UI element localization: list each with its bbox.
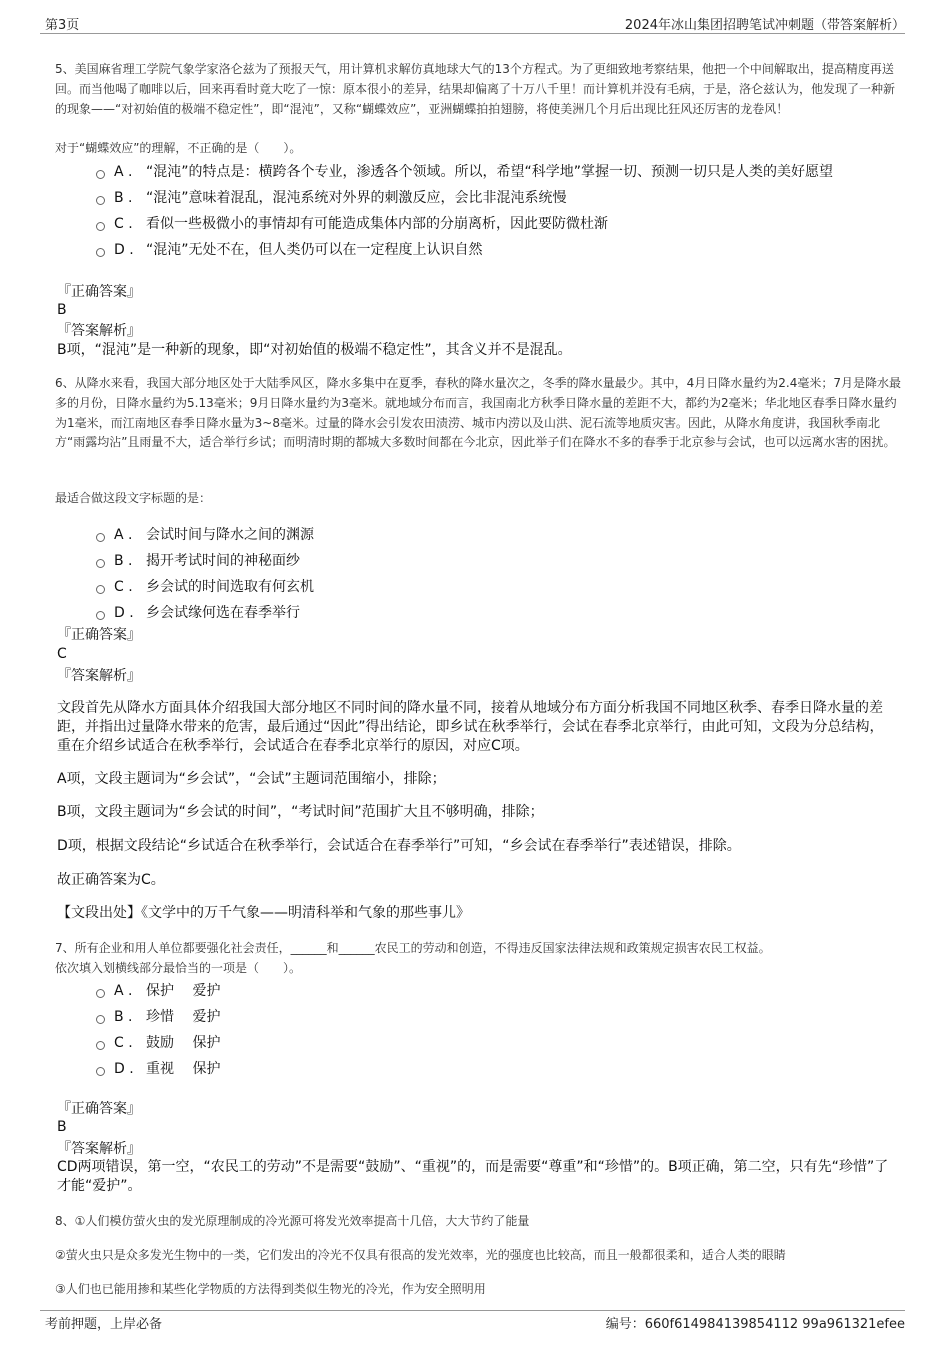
question-6-option-d[interactable] <box>96 604 300 622</box>
option-text: 珍惜 爱护 <box>146 1009 221 1025</box>
source-citation: 【文段出处】《文学中的万千气象——明清科举和气象的那些事儿》 <box>57 905 470 921</box>
analysis-text: CD两项错误，第一空，“农民工的劳动”不是需要“鼓励”、“重视”的，而是需要“尊重”和“珍惜”的。B项正确，第二空，只有先“珍惜”了才能“爱护”。 <box>57 1159 889 1194</box>
option-letter: C . <box>114 1035 133 1051</box>
option-text: 保护 爱护 <box>146 983 221 999</box>
option-letter: D . <box>114 605 134 621</box>
option-text: “混沌”的特点是：横跨各个专业，渗透各个领域。所以，希望“科学地”掌握一切、预测一切只是人类的美好愿望 <box>146 164 834 180</box>
radio-icon[interactable] <box>96 533 105 542</box>
question-6-option-c[interactable] <box>96 578 314 596</box>
option-letter: B . <box>114 1009 133 1025</box>
answer-label: 『正确答案』 <box>57 1101 141 1117</box>
question-5-option-b[interactable] <box>96 189 567 207</box>
option-letter: A . <box>114 527 133 543</box>
analysis-paragraph: 文段首先从降水方面具体介绍我国大部分地区不同时间的降水量不同，接着从地域分布方面分析我国不同地区秋季、春季日降水量的差距，并指出过量降水带来的危害，最后通过“因此”得出结论，即乡试在秋季举行，会试在春季北京举行，由此可知，文段为分总结构，重在介绍乡试适合在秋季举行，会试适合在春季北京举行的原因，对应C项。 <box>57 700 884 754</box>
radio-icon[interactable] <box>96 989 105 998</box>
option-letter: C . <box>114 216 133 232</box>
option-text: 会试时间与降水之间的渊源 <box>146 527 314 543</box>
answer-label: 『正确答案』 <box>57 627 141 643</box>
option-text: 揭开考试时间的神秘面纱 <box>146 553 300 569</box>
question-7-option-c[interactable] <box>96 1034 220 1052</box>
radio-icon[interactable] <box>96 611 105 620</box>
analysis-paragraph: D项，根据文段结论“乡试适合在秋季举行，会试适合在春季举行”可知，“乡会试在春季举行”表述错误，排除。 <box>57 838 741 854</box>
question-6-prompt: 最适合做这段文字标题的是： <box>55 491 212 505</box>
analysis-label: 『答案解析』 <box>57 668 141 684</box>
radio-icon[interactable] <box>96 1067 105 1076</box>
option-letter: B . <box>114 553 133 569</box>
analysis-text: B项，“混沌”是一种新的现象，即“对初始值的极端不稳定性”，其含义并不是混乱。 <box>57 342 572 358</box>
question-5-prompt: 对于“蝴蝶效应”的理解，不正确的是（ ）。 <box>55 141 302 155</box>
radio-icon[interactable] <box>96 1015 105 1024</box>
question-5-option-d[interactable] <box>96 241 483 259</box>
option-letter: D . <box>114 242 134 258</box>
question-6-option-a[interactable] <box>96 526 314 544</box>
question-5-option-a[interactable] <box>96 163 833 181</box>
question-7-stem: 7、所有企业和用人单位都要强化社会责任，______和______农民工的劳动和创造，不得违反国家法律法规和政策规定损害农民工权益。 <box>55 941 771 955</box>
option-text: 重视 保护 <box>146 1061 221 1077</box>
question-6-stem: 6、从降水来看，我国大部分地区处于大陆季风区，降水多集中在夏季，春秋的降水量次之，冬季的降水量最少。其中，4月日降水量约为2.4毫米；7月是降水最多的月份，日降水量约为5.13毫米；9月日降水量约为3毫米。就地域分布而言，我国南北方秋季日降水量的差距不大，都约为2毫米；华北地区春季日降水量约为1毫米，而江南地区春季日降水量为3~8毫米。过量的降水会引发农田渍涝、城市内涝以及山洪、泥石流等地质灾害。因此，从降水角度讲，我国秋季南北方“雨露均沾”且雨量不大，适合举行乡试；而明清时期的都城大多数时间都在今北京，因此举子们在降水不多的春季于北京参与会试，也可以远离水害的困扰。 <box>55 376 901 450</box>
radio-icon[interactable] <box>96 248 105 257</box>
question-7-option-a[interactable] <box>96 982 220 1000</box>
question-5-stem: 5、美国麻省理工学院气象学家洛仑兹为了预报天气，用计算机求解仿真地球大气的13个方程式。为了更细致地考察结果，他把一个中间解取出，提高精度再送回。而当他喝了咖啡以后，回来再看时竟大吃了一惊：原本很小的差异，结果却偏离了十万八千里！而计算机并没有毛病，于是，洛仑兹认为，他发现了一种新的现象——“对初始值的极端不稳定性”，即“混沌”，又称“蝴蝶效应”，亚洲蝴蝶拍拍翅膀，将使美洲几个月后出现比狂风还厉害的龙卷风！ <box>55 62 896 116</box>
option-letter: A . <box>114 164 133 180</box>
header-divider <box>40 33 905 34</box>
analysis-paragraph: A项，文段主题词为“乡会试”，“会试”主题词范围缩小，排除； <box>57 771 446 787</box>
footer-divider <box>40 1310 905 1311</box>
document-title: 2024年冰山集团招聘笔试冲刺题（带答案解析） <box>624 18 905 33</box>
radio-icon[interactable] <box>96 196 105 205</box>
question-5-option-c[interactable] <box>96 215 608 233</box>
analysis-label: 『答案解析』 <box>57 323 141 339</box>
correct-answer: B <box>57 1119 67 1135</box>
correct-answer: C <box>57 646 67 662</box>
option-text: 鼓励 保护 <box>146 1035 221 1051</box>
correct-answer: B <box>57 302 67 318</box>
analysis-paragraph: B项，文段主题词为“乡会试的时间”，“考试时间”范围扩大且不够明确，排除； <box>57 804 544 820</box>
option-letter: D . <box>114 1061 134 1077</box>
analysis-paragraph: 故正确答案为C。 <box>57 872 165 888</box>
analysis-label: 『答案解析』 <box>57 1141 141 1157</box>
option-text: 乡会试的时间选取有何玄机 <box>146 579 314 595</box>
question-7-option-d[interactable] <box>96 1060 220 1078</box>
question-8-statement-3: ③人们也已能用掺和某些化学物质的方法得到类似生物光的冷光，作为安全照明用 <box>55 1282 486 1296</box>
radio-icon[interactable] <box>96 1041 105 1050</box>
option-letter: B . <box>114 190 133 206</box>
footer-slogan: 考前押题，上岸必备 <box>45 1317 163 1332</box>
option-text: “混沌”无处不在，但人类仍可以在一定程度上认识自然 <box>146 242 483 258</box>
option-text: 乡会试缘何选在春季举行 <box>146 605 300 621</box>
radio-icon[interactable] <box>96 559 105 568</box>
question-6-option-b[interactable] <box>96 552 300 570</box>
radio-icon[interactable] <box>96 222 105 231</box>
option-letter: C . <box>114 579 133 595</box>
option-text: 看似一些极微小的事情却有可能造成集体内部的分崩离析，因此要防微杜渐 <box>146 216 608 232</box>
radio-icon[interactable] <box>96 170 105 179</box>
question-7-prompt: 依次填入划横线部分最恰当的一项是（ ）。 <box>55 961 302 975</box>
document-id: 编号：660f614984139854112 99a961321efee <box>605 1317 905 1332</box>
question-8-statement-1: 8、①人们模仿萤火虫的发光原理制成的冷光源可将发光效率提高十几倍，大大节约了能量 <box>55 1214 530 1228</box>
answer-label: 『正确答案』 <box>57 284 141 300</box>
radio-icon[interactable] <box>96 585 105 594</box>
page-number: 第3页 <box>45 18 80 33</box>
question-8-statement-2: ②萤火虫只是众多发光生物中的一类，它们发出的冷光不仅具有很高的发光效率，光的强度也比较高，而且一般都很柔和，适合人类的眼睛 <box>55 1248 786 1262</box>
option-letter: A . <box>114 983 133 999</box>
option-text: “混沌”意味着混乱，混沌系统对外界的刺激反应，会比非混沌系统慢 <box>146 190 567 206</box>
question-7-option-b[interactable] <box>96 1008 220 1026</box>
